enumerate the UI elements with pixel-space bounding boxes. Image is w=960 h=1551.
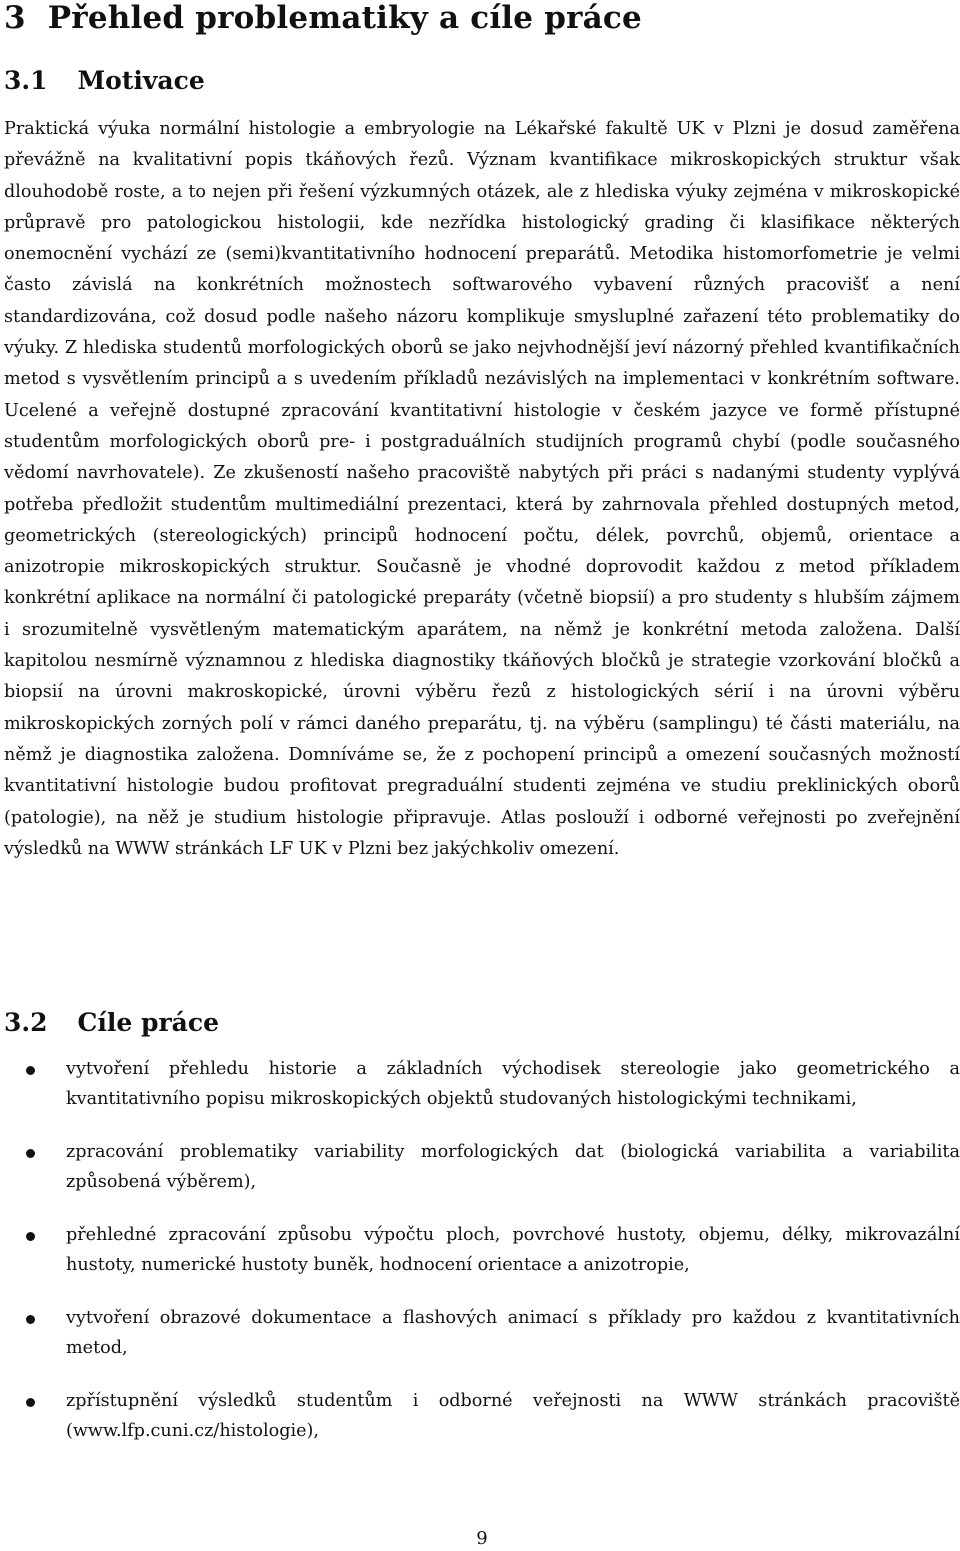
- page-number: 9: [476, 1528, 488, 1549]
- bullet-icon: [26, 1315, 35, 1324]
- list-item: [4, 1137, 960, 1197]
- list-item-text: vytvoření přehledu historie a základních východisek stereologie jako geometrického a kvantitativního popisu mikroskopických objektů studovaných histologickými technikami,: [66, 1059, 960, 1109]
- section-title: Motivace: [77, 66, 205, 95]
- list-item: [4, 1386, 960, 1446]
- section-number: 3.2: [4, 1008, 48, 1037]
- bullet-icon: [26, 1149, 35, 1158]
- list-item-text: vytvoření obrazové dokumentace a flashových animací s příklady pro každou z kvantitativních metod,: [66, 1308, 960, 1358]
- chapter-title: Přehled problematiky a cíle práce: [47, 0, 642, 36]
- list-item: [4, 1054, 960, 1114]
- list-item-text: přehledné zpracování způsobu výpočtu ploch, povrchové hustoty, objemu, délky, mikrovazální hustoty, numerické hustoty buněk, hodnocení orientace a anizotropie,: [66, 1225, 960, 1275]
- chapter-heading: [4, 0, 642, 36]
- document-page: [4, 0, 960, 1551]
- bullet-icon: [26, 1066, 35, 1075]
- list-item-text: zpřístupnění výsledků studentům i odborné veřejnosti na WWW stránkách pracoviště (www.lfp.cuni.cz/histologie),: [66, 1391, 960, 1441]
- chapter-number: 3: [4, 0, 26, 36]
- bullet-icon: [26, 1232, 35, 1241]
- list-item: [4, 1220, 960, 1280]
- section-heading-motivation: [4, 66, 205, 96]
- motivation-paragraph: Praktická výuka normální histologie a embryologie na Lékařské fakultě UK v Plzni je dosud zaměřena převážně na kvalitativní popis tkáňových řezů. Význam kvantifikace mikroskopických struktur však dlouhodobě roste, a to nejen při řešení výzkumných otázek, ale z hlediska výuky zejména v mikroskopické průpravě pro patologickou histologii, kde nezřídka histologický grading či klasifikace některých onemocnění vychází ze (semi)kvantitativního hodnocení preparátů. Metodika histomorfometrie je velmi často závislá na konkrétních možnostech softwarového vybavení různých pracovišť a není standardizována, což dosud podle našeho názoru komplikuje smysluplné zařazení této problematiky do výuky. Z hlediska studentů morfologických oborů se jako nejvhodnější jeví názorný přehled kvantifikačních metod s vysvětlením principů a s uvedením příkladů nezávislých na implementaci v konkrétním software. Ucelené a veřejně dostupné zpracování kvantitativní histologie v českém jazyce ve formě přístupné studentům morfologických oborů pre- i postgraduálních studijních programů chybí (podle současného vědomí navrhovatele). Ze zkušeností našeho pracoviště nabytých při práci s nadanými studenty vyplývá potřeba předložit studentům multimediální prezentaci, která by zahrnovala přehled dostupných metod, geometrických (stereologických) principů hodnocení počtu, délek, povrchů, objemů, orientace a anizotropie mikroskopických struktur. Současně je vhodné doprovodit každou z metod příkladem konkrétní aplikace na normální či patologické preparáty (včetně biopsií) a pro studenty s hlubším zájmem i srozumitelně vysvětleným matematickým aparátem, na němž je konkrétní metoda založena. Další kapitolou nesmírně významnou z hlediska diagnostiky tkáňových bločků je strategie vzorkování bločků a biopsií na úrovni makroskopické, úrovni výběru řezů z histologických sérií i na úrovni výběru mikroskopických zorných polí v rámci daného preparátu, tj. na výběru (samplingu) té části materiálu, na němž je diagnostika založena. Domníváme se, že z pochopení principů a omezení současných možností kvantitativní histologie budou profitovat pregraduální studenti zejména ve studiu preklinických oborů (patologie), na něž je studium histologie připravuje. Atlas poslouží i odborné veřejnosti po zveřejnění výsledků na WWW stránkách LF UK v Plzni bez jakýchkoliv omezení.: [4, 119, 960, 859]
- goals-list: [4, 1054, 960, 1469]
- list-item: [4, 1303, 960, 1363]
- section-title: Cíle práce: [77, 1008, 219, 1037]
- section-number: 3.1: [4, 66, 48, 95]
- bullet-icon: [26, 1398, 35, 1407]
- section-heading-goals: [4, 1008, 219, 1038]
- list-item-text: zpracování problematiky variability morfologických dat (biologická variabilita a variabilita způsobená výběrem),: [66, 1142, 960, 1192]
